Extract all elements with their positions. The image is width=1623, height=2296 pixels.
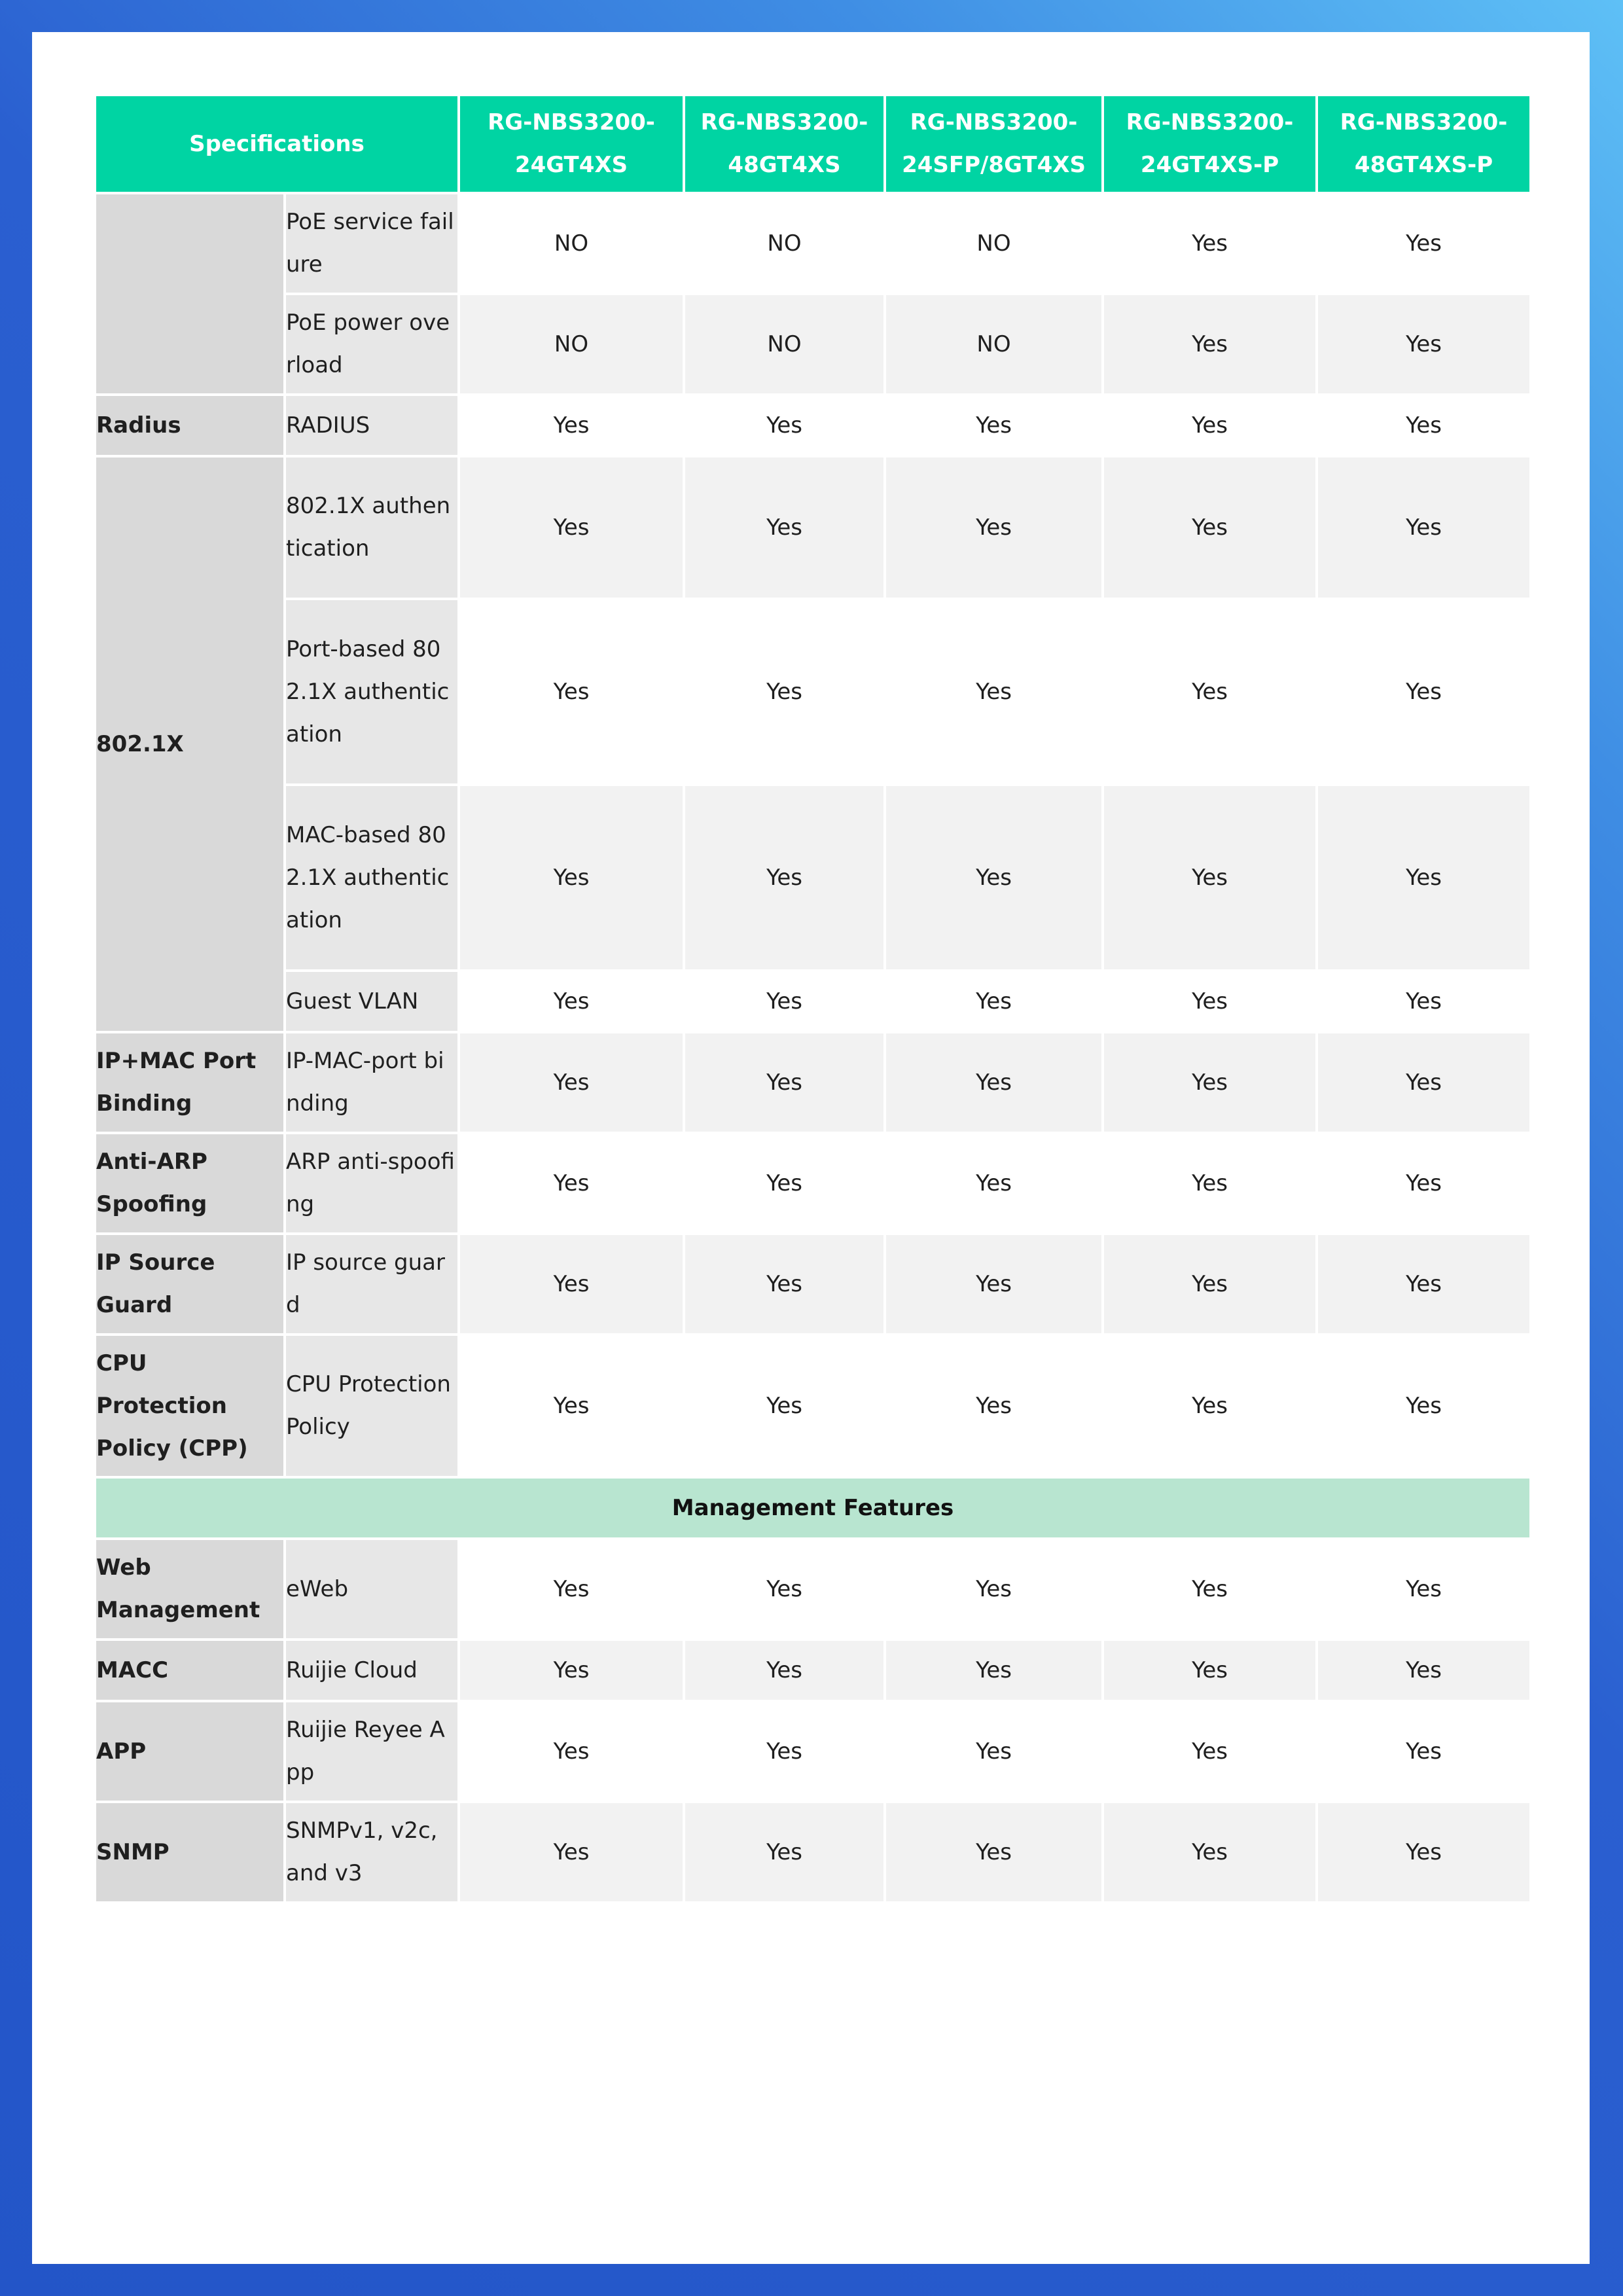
feature-cell: Ruijie Cloud: [285, 1640, 459, 1701]
feature-cell: RADIUS: [285, 395, 459, 456]
value-cell: Yes: [1103, 1701, 1317, 1802]
table-row: [95, 1234, 1531, 1335]
category-cell: [95, 193, 285, 395]
value-cell: Yes: [459, 599, 684, 785]
feature-cell: IP source guard: [285, 1234, 459, 1335]
specifications-table: [94, 94, 1532, 1904]
value-cell: Yes: [459, 785, 684, 971]
category-cell: SNMP: [95, 1802, 285, 1903]
document-page: [32, 32, 1590, 2264]
category-cell: 802.1X: [95, 456, 285, 1032]
feature-cell: PoE service failure: [285, 193, 459, 294]
feature-cell: IP-MAC-port binding: [285, 1032, 459, 1133]
value-cell: Yes: [1103, 1133, 1317, 1234]
model-header: RG-NBS3200- 24GT4XS: [459, 95, 684, 193]
category-cell: IP Source Guard: [95, 1234, 285, 1335]
management-features-heading: Management Features: [95, 1477, 1531, 1539]
category-cell: Radius: [95, 395, 285, 456]
feature-cell: 802.1X authentication: [285, 456, 459, 599]
feature-cell: eWeb: [285, 1539, 459, 1640]
value-cell: Yes: [459, 1640, 684, 1701]
value-cell: Yes: [885, 1032, 1103, 1133]
value-cell: NO: [459, 294, 684, 395]
value-cell: Yes: [1317, 1133, 1531, 1234]
model-header: RG-NBS3200- 24SFP/8GT4XS: [885, 95, 1103, 193]
value-cell: Yes: [885, 456, 1103, 599]
value-cell: Yes: [1317, 785, 1531, 971]
value-cell: Yes: [684, 599, 885, 785]
value-cell: Yes: [885, 599, 1103, 785]
value-cell: Yes: [684, 456, 885, 599]
table-row: [95, 1335, 1531, 1477]
value-cell: Yes: [1317, 1335, 1531, 1477]
category-cell: IP+MAC Port Binding: [95, 1032, 285, 1133]
value-cell: NO: [684, 193, 885, 294]
feature-cell: MAC-based 802.1X authentication: [285, 785, 459, 971]
category-cell: APP: [95, 1701, 285, 1802]
value-cell: Yes: [885, 1539, 1103, 1640]
value-cell: NO: [885, 193, 1103, 294]
feature-cell: CPU Protection Policy: [285, 1335, 459, 1477]
category-cell: Web Management: [95, 1539, 285, 1640]
feature-cell: SNMPv1, v2c, and v3: [285, 1802, 459, 1903]
feature-cell: ARP anti-spoofing: [285, 1133, 459, 1234]
value-cell: Yes: [1317, 294, 1531, 395]
table-row: [95, 1032, 1531, 1133]
value-cell: NO: [684, 294, 885, 395]
feature-cell: Guest VLAN: [285, 971, 459, 1032]
value-cell: Yes: [885, 1133, 1103, 1234]
value-cell: Yes: [459, 456, 684, 599]
value-cell: Yes: [1103, 193, 1317, 294]
table-row: [95, 1133, 1531, 1234]
value-cell: NO: [459, 193, 684, 294]
value-cell: Yes: [1317, 1701, 1531, 1802]
value-cell: Yes: [1317, 1640, 1531, 1701]
header-row: [95, 95, 1531, 193]
value-cell: Yes: [684, 1234, 885, 1335]
value-cell: Yes: [459, 1539, 684, 1640]
value-cell: Yes: [459, 971, 684, 1032]
value-cell: Yes: [885, 1640, 1103, 1701]
value-cell: Yes: [885, 395, 1103, 456]
value-cell: Yes: [885, 785, 1103, 971]
value-cell: Yes: [1103, 395, 1317, 456]
table-row: [95, 193, 1531, 294]
value-cell: Yes: [885, 1802, 1103, 1903]
value-cell: Yes: [1317, 1802, 1531, 1903]
table-row: [95, 1802, 1531, 1903]
value-cell: Yes: [459, 1802, 684, 1903]
table-row: [95, 456, 1531, 599]
value-cell: Yes: [1317, 193, 1531, 294]
value-cell: Yes: [1103, 1802, 1317, 1903]
value-cell: Yes: [885, 1701, 1103, 1802]
value-cell: Yes: [1317, 599, 1531, 785]
model-header: RG-NBS3200- 48GT4XS-P: [1317, 95, 1531, 193]
specifications-header: Specifications: [95, 95, 459, 193]
model-header: RG-NBS3200- 48GT4XS: [684, 95, 885, 193]
value-cell: Yes: [684, 971, 885, 1032]
table-row: [95, 1539, 1531, 1640]
category-cell: CPU Protection Policy (CPP): [95, 1335, 285, 1477]
value-cell: Yes: [684, 1640, 885, 1701]
value-cell: Yes: [1103, 1640, 1317, 1701]
value-cell: Yes: [1103, 456, 1317, 599]
value-cell: Yes: [1317, 1234, 1531, 1335]
value-cell: Yes: [684, 785, 885, 971]
value-cell: Yes: [1103, 1032, 1317, 1133]
value-cell: Yes: [1103, 599, 1317, 785]
value-cell: Yes: [1103, 971, 1317, 1032]
value-cell: Yes: [684, 1032, 885, 1133]
table-row: [95, 785, 1531, 971]
value-cell: Yes: [684, 395, 885, 456]
value-cell: Yes: [885, 971, 1103, 1032]
value-cell: Yes: [1103, 785, 1317, 971]
category-cell: MACC: [95, 1640, 285, 1701]
value-cell: Yes: [1317, 456, 1531, 599]
value-cell: Yes: [1103, 1234, 1317, 1335]
table-row: [95, 599, 1531, 785]
value-cell: Yes: [1317, 395, 1531, 456]
section-row: [95, 1477, 1531, 1539]
value-cell: Yes: [684, 1539, 885, 1640]
model-header: RG-NBS3200- 24GT4XS-P: [1103, 95, 1317, 193]
table-row: [95, 1640, 1531, 1701]
value-cell: Yes: [684, 1335, 885, 1477]
value-cell: NO: [885, 294, 1103, 395]
category-cell: Anti-ARP Spoofing: [95, 1133, 285, 1234]
table-row: [95, 395, 1531, 456]
value-cell: Yes: [684, 1701, 885, 1802]
value-cell: Yes: [684, 1802, 885, 1903]
feature-cell: Ruijie Reyee App: [285, 1701, 459, 1802]
value-cell: Yes: [1317, 1539, 1531, 1640]
value-cell: Yes: [459, 1234, 684, 1335]
value-cell: Yes: [459, 1133, 684, 1234]
feature-cell: PoE power overload: [285, 294, 459, 395]
table-row: [95, 1701, 1531, 1802]
value-cell: Yes: [459, 1701, 684, 1802]
value-cell: Yes: [1317, 1032, 1531, 1133]
value-cell: Yes: [1103, 1335, 1317, 1477]
value-cell: Yes: [1103, 1539, 1317, 1640]
value-cell: Yes: [459, 395, 684, 456]
table-row: [95, 294, 1531, 395]
value-cell: Yes: [885, 1234, 1103, 1335]
value-cell: Yes: [684, 1133, 885, 1234]
value-cell: Yes: [885, 1335, 1103, 1477]
value-cell: Yes: [459, 1032, 684, 1133]
value-cell: Yes: [1103, 294, 1317, 395]
feature-cell: Port-based 802.1X authentication: [285, 599, 459, 785]
value-cell: Yes: [459, 1335, 684, 1477]
value-cell: Yes: [1317, 971, 1531, 1032]
table-row: [95, 971, 1531, 1032]
